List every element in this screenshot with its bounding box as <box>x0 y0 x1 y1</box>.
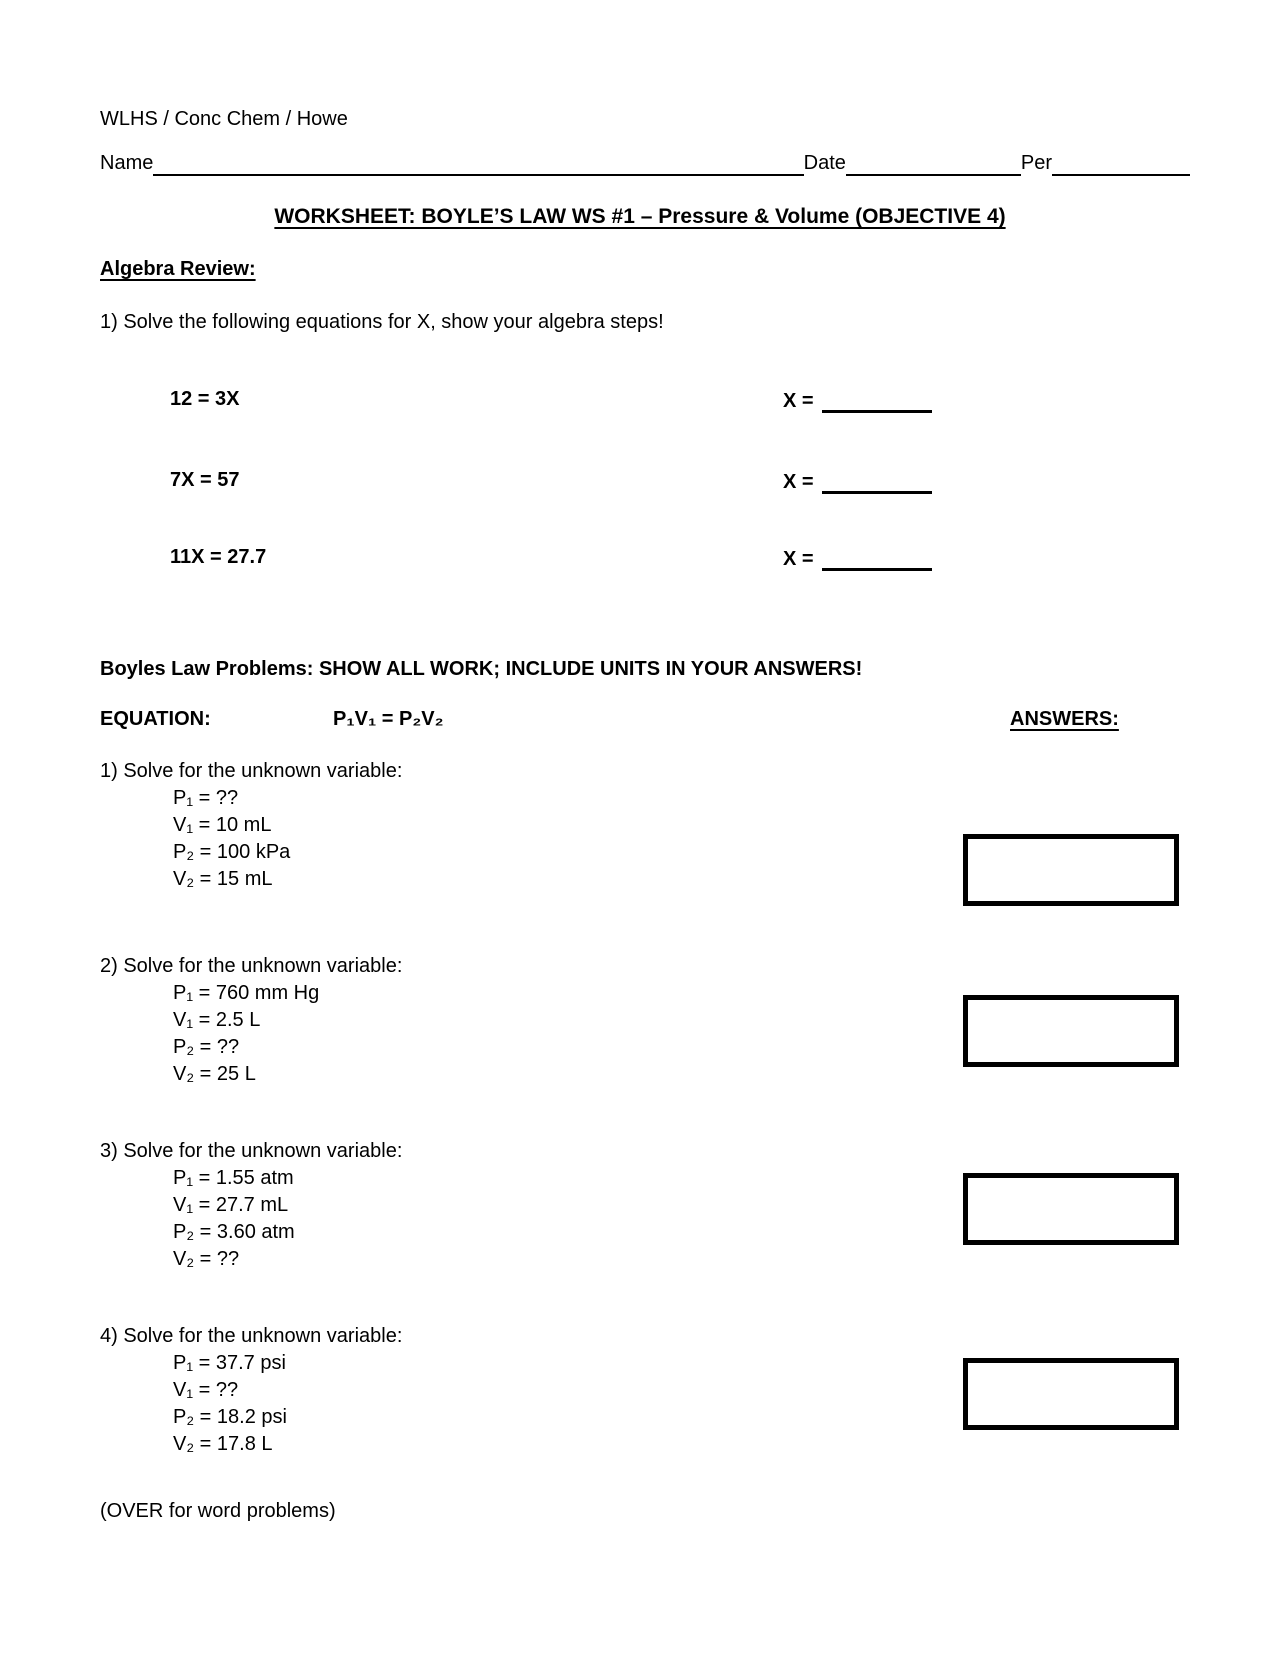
x-equals-label: X = <box>783 471 814 493</box>
problem-4 <box>100 1323 920 1458</box>
algebra-equation: 7X = 57 <box>170 469 240 491</box>
boyles-problems-heading: Boyles Law Problems: SHOW ALL WORK; INCLUDE UNITS IN YOUR ANSWERS! <box>100 658 863 680</box>
given-line: P₁ = 37.7 psi <box>173 1352 286 1374</box>
date-label: Date <box>803 152 846 174</box>
per-label: Per <box>1020 152 1052 174</box>
date-blank-line <box>846 150 1021 176</box>
given-line: P₂ = 100 kPa <box>173 841 291 863</box>
course-header: WLHS / Conc Chem / Howe <box>100 108 348 130</box>
problem-1 <box>100 758 920 893</box>
answer-box-1 <box>963 834 1179 906</box>
algebra-equation: 12 = 3X <box>170 388 240 410</box>
algebra-answer-group <box>783 546 932 571</box>
algebra-row-3 <box>0 546 1280 576</box>
given-line: V₁ = 2.5 L <box>173 1009 261 1031</box>
problem-heading: 2) Solve for the unknown variable: <box>100 955 403 977</box>
x-equals-label: X = <box>783 390 814 412</box>
algebra-row-2 <box>0 469 1280 499</box>
worksheet-title: WORKSHEET: BOYLE’S LAW WS #1 – Pressure & Volume (OBJECTIVE 4) <box>274 205 1006 228</box>
algebra-row-1 <box>0 388 1280 418</box>
given-line: V₂ = 15 mL <box>173 868 273 890</box>
problem-heading: 3) Solve for the unknown variable: <box>100 1140 403 1162</box>
answer-box-4 <box>963 1358 1179 1430</box>
equation-row <box>0 708 1280 738</box>
given-line: P₂ = ?? <box>173 1036 240 1058</box>
problem-2 <box>100 953 920 1088</box>
equation-label: EQUATION: <box>100 708 211 730</box>
x-answer-blank <box>822 546 932 571</box>
algebra-review-heading: Algebra Review: <box>100 258 256 280</box>
x-answer-blank <box>822 469 932 494</box>
answers-heading: ANSWERS: <box>1010 708 1119 730</box>
problem-heading: 4) Solve for the unknown variable: <box>100 1325 403 1347</box>
algebra-answer-group <box>783 469 932 494</box>
algebra-answer-group <box>783 388 932 413</box>
given-line: P₁ = 1.55 atm <box>173 1167 294 1189</box>
given-line: P₂ = 3.60 atm <box>173 1221 295 1243</box>
given-line: P₁ = ?? <box>173 787 239 809</box>
given-line: P₂ = 18.2 psi <box>173 1406 287 1428</box>
given-line: V₁ = 27.7 mL <box>173 1194 289 1216</box>
name-label: Name <box>100 152 154 174</box>
problem-3 <box>100 1138 920 1273</box>
given-line: V₁ = ?? <box>173 1379 239 1401</box>
problem-heading: 1) Solve for the unknown variable: <box>100 760 403 782</box>
answer-box-3 <box>963 1173 1179 1245</box>
answer-box-2 <box>963 995 1179 1067</box>
name-blank-line <box>153 150 803 176</box>
boyles-law-formula: P₁V₁ = P₂V₂ <box>333 708 444 730</box>
name-date-per-row <box>100 150 1190 176</box>
given-line: V₂ = 17.8 L <box>173 1433 273 1455</box>
algebra-equation: 11X = 27.7 <box>170 546 267 568</box>
over-note: (OVER for word problems) <box>100 1500 336 1522</box>
per-blank-line <box>1052 150 1190 176</box>
x-answer-blank <box>822 388 932 413</box>
given-line: V₁ = 10 mL <box>173 814 272 836</box>
given-line: P₁ = 760 mm Hg <box>173 982 320 1004</box>
given-line: V₂ = ?? <box>173 1248 240 1270</box>
x-equals-label: X = <box>783 548 814 570</box>
given-line: V₂ = 25 L <box>173 1063 256 1085</box>
algebra-instruction: 1) Solve the following equations for X, show your algebra steps! <box>100 311 664 333</box>
